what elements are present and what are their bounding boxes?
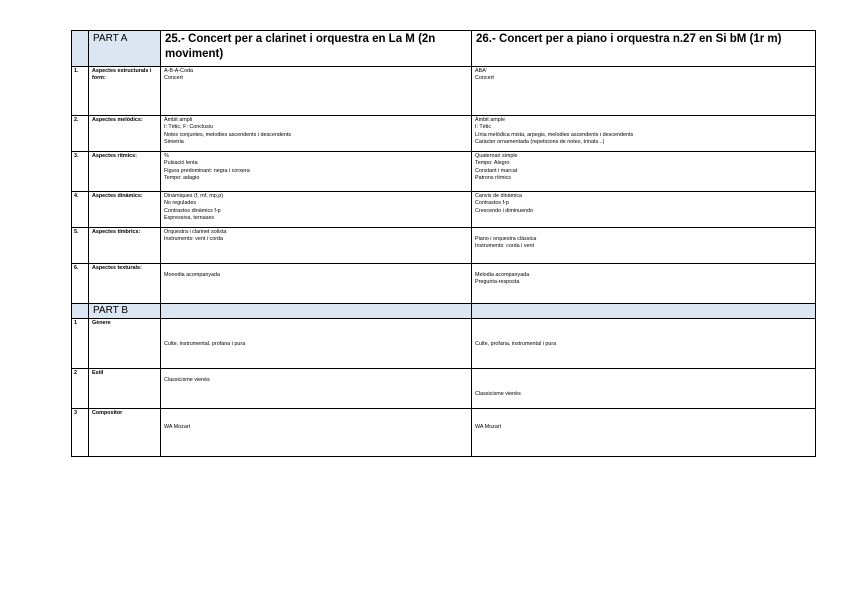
cell-line: Crescendo i diminuendo — [475, 207, 534, 214]
table-row — [72, 369, 816, 409]
row-number: 4. — [72, 192, 89, 228]
cell-line: WA Mozart — [475, 424, 502, 430]
row-label: Estil — [89, 369, 161, 409]
row-label: Gènere — [89, 319, 161, 369]
row-label: Compositor — [89, 409, 161, 457]
row-number: 2. — [72, 116, 89, 152]
cell-line — [164, 265, 468, 272]
work-26-cell — [472, 319, 816, 369]
cell-line: Pulsació lenta — [164, 160, 198, 167]
cell-line — [164, 417, 468, 424]
work-26-cell — [472, 192, 816, 228]
table-row — [72, 152, 816, 192]
cell-line: Instruments: vent i corda — [164, 236, 224, 243]
cell-line — [475, 384, 812, 391]
cell-line: WA Mozart — [164, 424, 191, 430]
part-b-num-cell — [72, 304, 89, 319]
work-25-cell — [161, 67, 472, 116]
cell-line — [164, 370, 468, 377]
work-26-cell — [472, 152, 816, 192]
work-26-cell — [472, 409, 816, 457]
part-a-label: PART A — [89, 31, 161, 67]
table-row — [72, 319, 816, 369]
cell-line: ABA' — [475, 68, 487, 74]
cell-line — [475, 327, 812, 334]
cell-line: Línia melòdica mixta, arpegis, melodies ascendents i descendents — [475, 131, 634, 138]
cell-line: Melodia acompanyada — [475, 272, 530, 278]
row-label: Aspectes rítmics: — [89, 152, 161, 192]
cell-line — [475, 334, 812, 341]
part-b-empty-cell — [472, 304, 816, 319]
cell-line: Concert — [164, 75, 183, 82]
row-label: Aspectes melòdics: — [89, 116, 161, 152]
table-row — [72, 264, 816, 304]
part-b-empty-cell — [161, 304, 472, 319]
cell-line: Dinàmiques (f, mf, mp,p) — [164, 193, 224, 199]
work-25-cell — [161, 264, 472, 304]
cell-line: Expressiva, ternases — [164, 214, 215, 221]
work-26-cell — [472, 67, 816, 116]
cell-line: Quaternari simple — [475, 153, 518, 159]
cell-line: Contrastos f-p — [475, 200, 509, 207]
header-row — [72, 31, 816, 67]
cell-line — [164, 327, 468, 334]
work-25-cell — [161, 228, 472, 264]
table-row — [72, 192, 816, 228]
cell-line — [475, 320, 812, 327]
cell-line: Pregunta-resposta — [475, 279, 520, 286]
cell-line: Patrons rítmics — [475, 174, 511, 181]
cell-line — [475, 377, 812, 384]
row-number: 1 — [72, 319, 89, 369]
row-number: 2 — [72, 369, 89, 409]
cell-line: Constant i marcat — [475, 167, 518, 174]
cell-line — [164, 334, 468, 341]
cell-line: I: Tètic, F: Conclusiu — [164, 124, 214, 131]
cell-line: A-B-A-Coda — [164, 68, 194, 74]
cell-line: Culte, profana, instrumental i pura — [475, 341, 557, 347]
part-b-header-row — [72, 304, 816, 319]
cell-line: Tempo: Alegro — [475, 160, 510, 167]
table-row — [72, 409, 816, 457]
row-number: 5. — [72, 228, 89, 264]
table-row — [72, 67, 816, 116]
work-26-cell — [472, 264, 816, 304]
work-26-title: 26.- Concert per a piano i orquestra n.27 en Si bM (1r m) — [472, 31, 816, 67]
part-b-label: PART B — [89, 304, 161, 319]
row-label: Aspectes estructurals i form: — [89, 67, 161, 116]
cell-line: Orquestra i clarinet solista — [164, 229, 227, 235]
work-25-cell — [161, 192, 472, 228]
row-number: 3 — [72, 409, 89, 457]
cell-line: Notes conjuntes, melodies ascendents i descendents — [164, 131, 292, 138]
cell-line — [475, 370, 812, 377]
cell-line: Concert — [475, 75, 494, 82]
row-label: Aspectes texturals: — [89, 264, 161, 304]
cell-line: Culte, instrumental, profana i pura — [164, 341, 246, 347]
cell-line: Monodia acompanyada — [164, 272, 221, 278]
work-26-cell — [472, 228, 816, 264]
cell-line: Àmbit ample — [475, 117, 505, 123]
cell-line: Piano i orquestra clàssica — [475, 236, 537, 242]
row-number: 3. — [72, 152, 89, 192]
cell-line: % — [164, 153, 169, 159]
row-number: 1. — [72, 67, 89, 116]
cell-line: Instruments: corda i vent — [475, 243, 535, 250]
cell-line: Simetria — [164, 138, 184, 145]
work-26-cell — [472, 369, 816, 409]
work-25-cell — [161, 116, 472, 152]
table-row — [72, 228, 816, 264]
cell-line: Àmbit ampli — [164, 117, 193, 123]
work-25-cell — [161, 369, 472, 409]
cell-line: Caràcter ornamentada (repeticions de notes, trinats...) — [475, 138, 605, 145]
cell-line: Classicisme vienès — [164, 377, 210, 383]
cell-line: Classicisme vienès — [475, 391, 521, 397]
cell-line: Canvis de dinàmica — [475, 193, 523, 199]
row-label: Aspectes dinàmics: — [89, 192, 161, 228]
work-25-cell — [161, 409, 472, 457]
cell-line — [475, 410, 812, 417]
cell-line — [164, 320, 468, 327]
work-25-cell — [161, 319, 472, 369]
cell-line: Figura predominant: negra i corxera — [164, 167, 250, 174]
work-25-cell — [161, 152, 472, 192]
work-25-title: 25.- Concert per a clarinet i orquestra en La M (2n moviment) — [161, 31, 472, 67]
header-num-cell — [72, 31, 89, 67]
cell-line — [164, 410, 468, 417]
cell-line: No regulades — [164, 200, 197, 207]
cell-line — [475, 229, 812, 236]
cell-line: I: Tètic — [475, 124, 492, 131]
cell-line: Tempo: adagio — [164, 174, 200, 181]
work-26-cell — [472, 116, 816, 152]
cell-line — [475, 265, 812, 272]
cell-line — [475, 417, 812, 424]
row-label: Aspectes tímbrics: — [89, 228, 161, 264]
comparison-table — [71, 30, 816, 457]
table-row — [72, 116, 816, 152]
cell-line: Contrastos dinàmics f-p — [164, 207, 221, 214]
row-number: 6. — [72, 264, 89, 304]
